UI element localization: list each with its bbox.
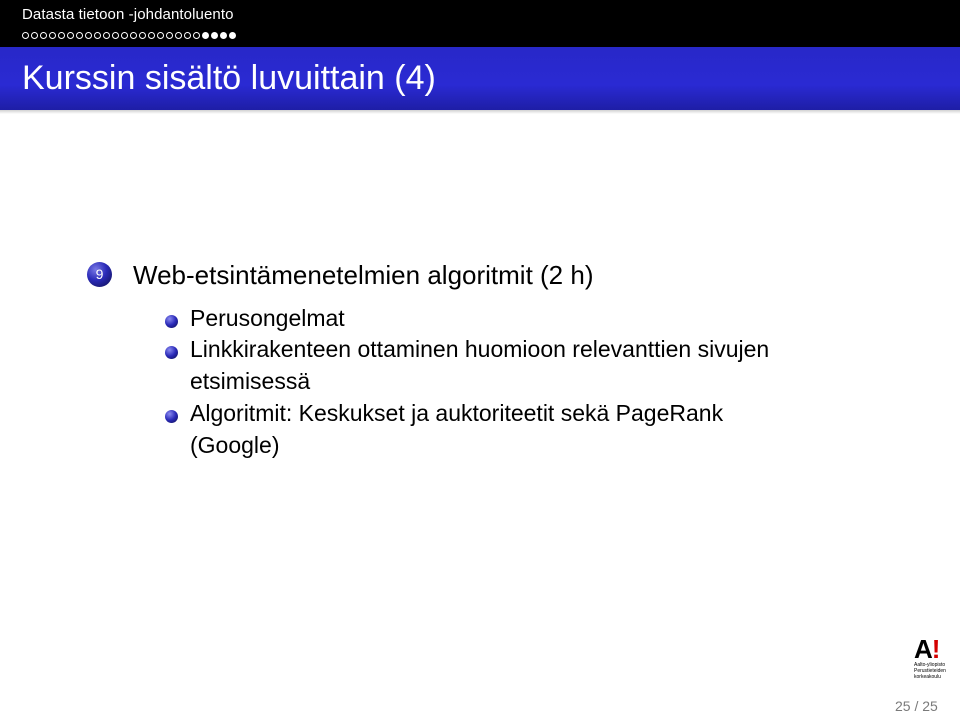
subitem-text: Perusongelmat [190, 305, 345, 331]
logo-line: Perustieteiden [914, 668, 946, 674]
frame-title-bar [0, 47, 960, 110]
nav-dot[interactable] [31, 32, 38, 39]
nav-dot[interactable] [166, 32, 173, 39]
headline-bar [0, 0, 960, 47]
subitem-text: Linkkirakenteen ottaminen huomioon relevanttien sivujen [190, 336, 770, 362]
subitem-text-continuation: etsimisessä [190, 368, 311, 394]
enumeration-ball: 9 [87, 262, 112, 287]
nav-dot[interactable] [175, 32, 182, 39]
nav-dot[interactable] [94, 32, 101, 39]
subitem-text-continuation: (Google) [190, 432, 280, 458]
nav-dot[interactable] [76, 32, 83, 39]
page-number: 25 / 25 [895, 698, 938, 714]
logo-line: Aalto-yliopisto [914, 662, 946, 668]
subitem-text: Algoritmit: Keskukset ja auktoriteetit sekä PageRank [190, 400, 724, 426]
nav-dot[interactable] [58, 32, 65, 39]
logo-line: korkeakoulu [914, 674, 941, 680]
nav-dot[interactable] [184, 32, 191, 39]
nav-dot[interactable] [49, 32, 56, 39]
bullet-icon [165, 346, 178, 359]
nav-dot[interactable] [211, 32, 218, 39]
aalto-logo [914, 636, 954, 680]
bullet-icon [165, 410, 178, 423]
nav-dot[interactable] [112, 32, 119, 39]
bullet-icon [165, 315, 178, 328]
nav-dot[interactable] [157, 32, 164, 39]
nav-dot[interactable] [148, 32, 155, 39]
nav-dot[interactable] [193, 32, 200, 39]
nav-dot[interactable] [229, 32, 236, 39]
logo-mark: A! [914, 634, 940, 664]
nav-dot[interactable] [202, 32, 209, 39]
nav-dot[interactable] [130, 32, 137, 39]
nav-dot[interactable] [103, 32, 110, 39]
nav-dot[interactable] [121, 32, 128, 39]
slide-navigation-dots[interactable] [22, 29, 236, 41]
enumerate-item: Web-etsintämenetelmien algoritmit (2 h) [133, 260, 594, 290]
nav-dot[interactable] [85, 32, 92, 39]
frame-title: Kurssin sisältö luvuittain (4) [22, 59, 436, 97]
nav-dot[interactable] [67, 32, 74, 39]
nav-dot[interactable] [139, 32, 146, 39]
nav-dot[interactable] [40, 32, 47, 39]
nav-dot[interactable] [220, 32, 227, 39]
nav-dot[interactable] [22, 32, 29, 39]
frame-title-shadow [0, 110, 960, 114]
presentation-title: Datasta tietoon -johdantoluento [22, 6, 234, 23]
